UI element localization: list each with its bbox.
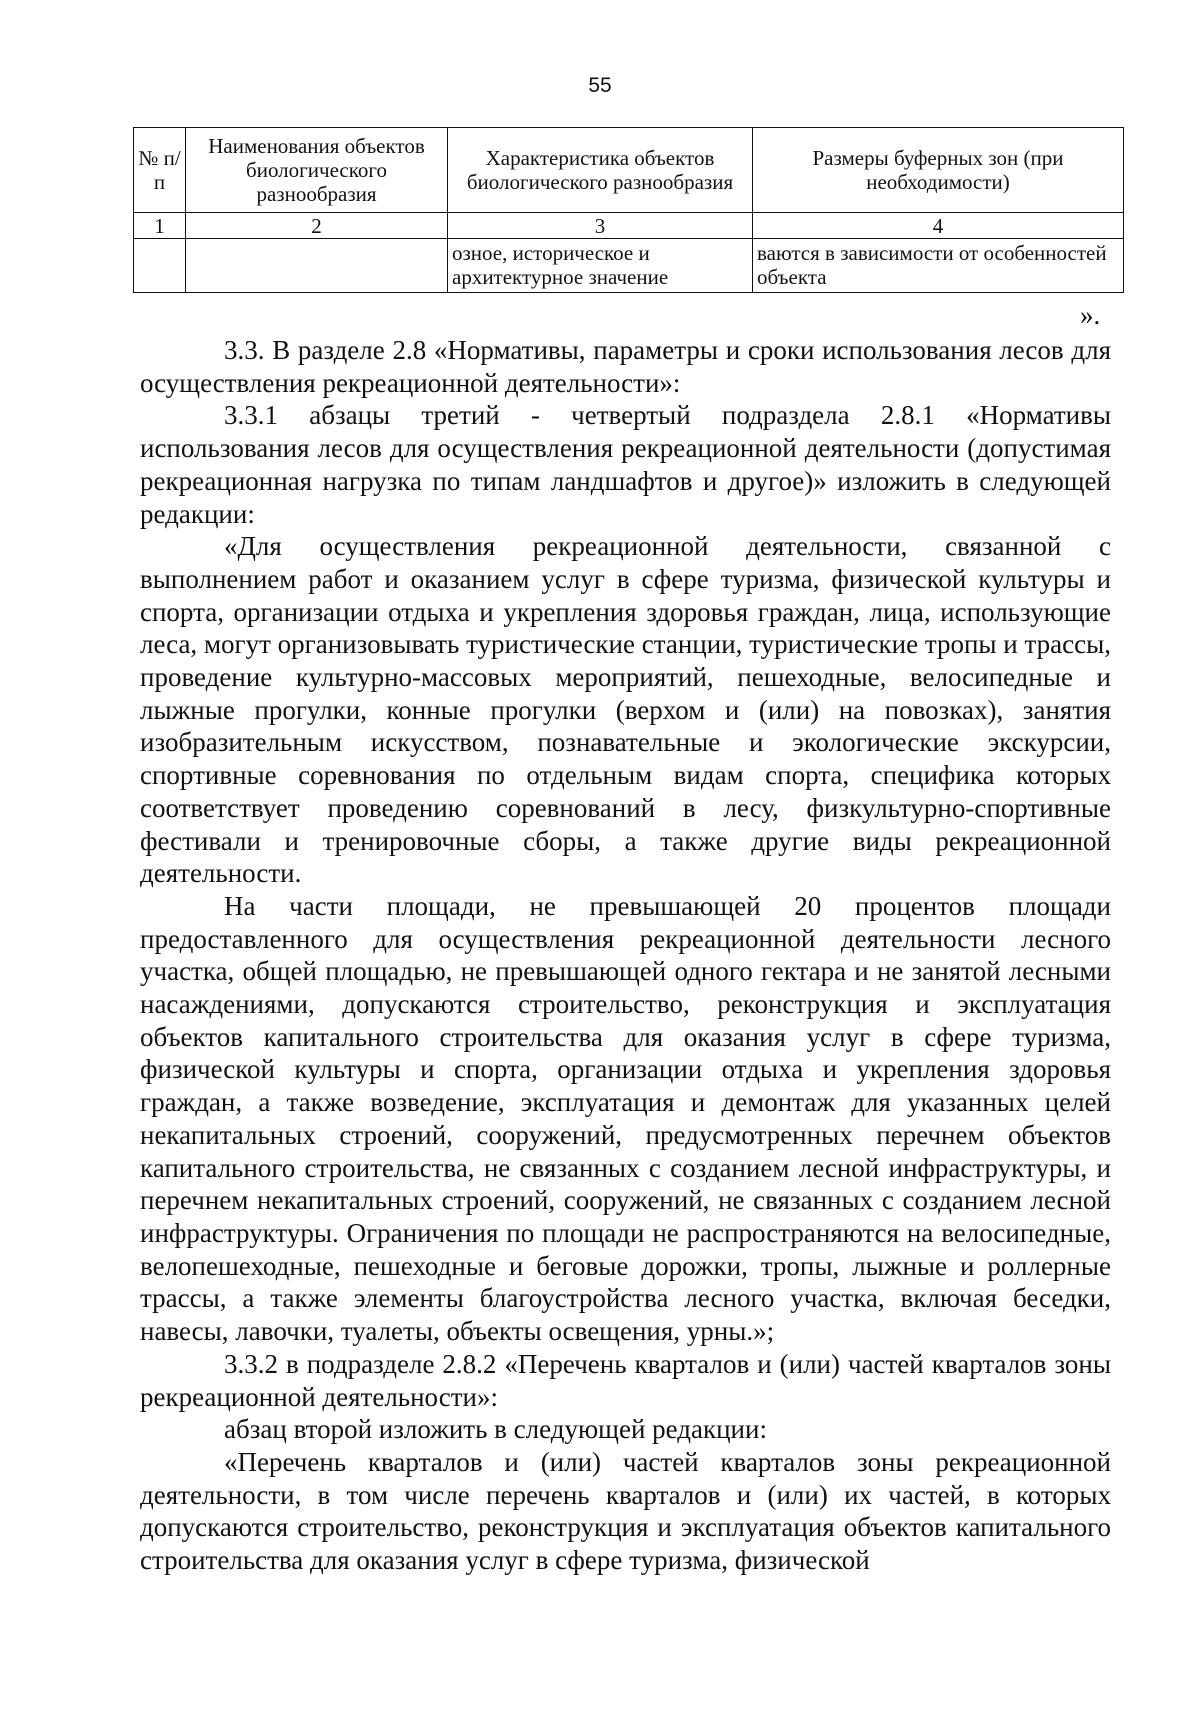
table-row: [134, 239, 1124, 293]
paragraph: На части площади, не превышающей 20 процентов площади предоставленного для осуществления рекреационной деятельности лесного участка, общей площадью, не превышающей одного гектара и не занятой лесными насаждениями, допускаются строительство, реконструкция и эксплуатация объектов капитального строительства для оказания услуг в сфере туризма, физической культуры и спорта, организации отдыха и укрепления здоровья граждан, а также возведение, эксплуатация и демонтаж для указанных целей некапитальных строений, сооружений, предусмотренных перечнем объектов капитального строительства, не связанных с созданием лесной инфраструктуры, и перечнем некапитальных строений, сооружений, не связанных с созданием лесной инфраструктуры. Ограничения по площади не распространяются на велосипедные, велопешеходные, пешеходные и беговые дорожки, тропы, лыжные и роллерные трассы, а также элементы благоустройства лесного участка, включая беседки, навесы, лавочки, туалеты, объекты освещения, урны.»;: [140, 890, 1111, 1347]
page-number: 55: [588, 74, 612, 97]
table-cell: 1: [134, 213, 186, 239]
paragraph: 3.3. В разделе 2.8 «Нормативы, параметры и сроки использования лесов для осуществления рекреационной деятельности»:: [140, 335, 1111, 398]
table-cell: 3: [448, 213, 753, 239]
paragraph: абзац второй изложить в следующей редакции:: [224, 1414, 767, 1445]
table-cell: [134, 239, 186, 293]
table-header-row: [134, 128, 1124, 213]
paragraph: «Для осуществления рекреационной деятельности, связанной с выполнением работ и оказанием услуг в сфере туризма, физической культуры и спорта, организации отдыха и укрепления здоровья граждан, лица, использующие леса, могут организовывать туристические станции, туристические тропы и трассы, проведение культурно-массовых мероприятий, пешеходные, велосипедные и лыжные прогулки, конные прогулки (верхом и (или) на повозках), занятия изобразительным искусством, познавательные и экологические экскурсии, спортивные соревнования по отдельным видам спорта, специфика которых соответствует проведению соревнований в лесу, физкультурно-спортивные фестивали и тренировочные сборы, а также другие виды рекреационной деятельности.: [140, 531, 1111, 889]
table-cell: [186, 239, 448, 293]
paragraph: 3.3.2 в подразделе 2.8.2 «Перечень кварталов и (или) частей кварталов зоны рекреационной деятельности»:: [140, 1348, 1111, 1412]
table-header-cell: Характеристика объектов биологического разнообразия: [448, 128, 753, 213]
table-header-cell: Наименования объектов биологического разнообразия: [186, 128, 448, 213]
biodiversity-table: [133, 127, 1124, 293]
table-cell: 2: [186, 213, 448, 239]
paragraph: «Перечень кварталов и (или) частей кварталов зоны рекреационной деятельности, в том числе перечень кварталов и (или) их частей, в которых допускаются строительство, реконструкция и эксплуатация объектов капитального строительства для оказания услуг в сфере туризма, физической: [140, 1446, 1111, 1576]
table-header-cell: Размеры буферных зон (при необходимости): [753, 128, 1124, 213]
table-header-cell: № п/п: [134, 128, 186, 213]
paragraph: 3.3.1 абзацы третий - четвертый подраздела 2.8.1 «Нормативы использования лесов для осуществления рекреационной деятельности (допустимая рекреационная нагрузка по типам ландшафтов и другое)» изложить в следующей редакции:: [140, 400, 1111, 529]
body-text: [140, 334, 1111, 1577]
table-cell: 4: [753, 213, 1124, 239]
table-cell: ваются в зависимости от особенностей объекта: [753, 239, 1124, 293]
closing-quote: ».: [1080, 300, 1101, 330]
table-column-numbers-row: [134, 213, 1124, 239]
table-cell: озное, историческое и архитектурное значение: [448, 239, 753, 293]
